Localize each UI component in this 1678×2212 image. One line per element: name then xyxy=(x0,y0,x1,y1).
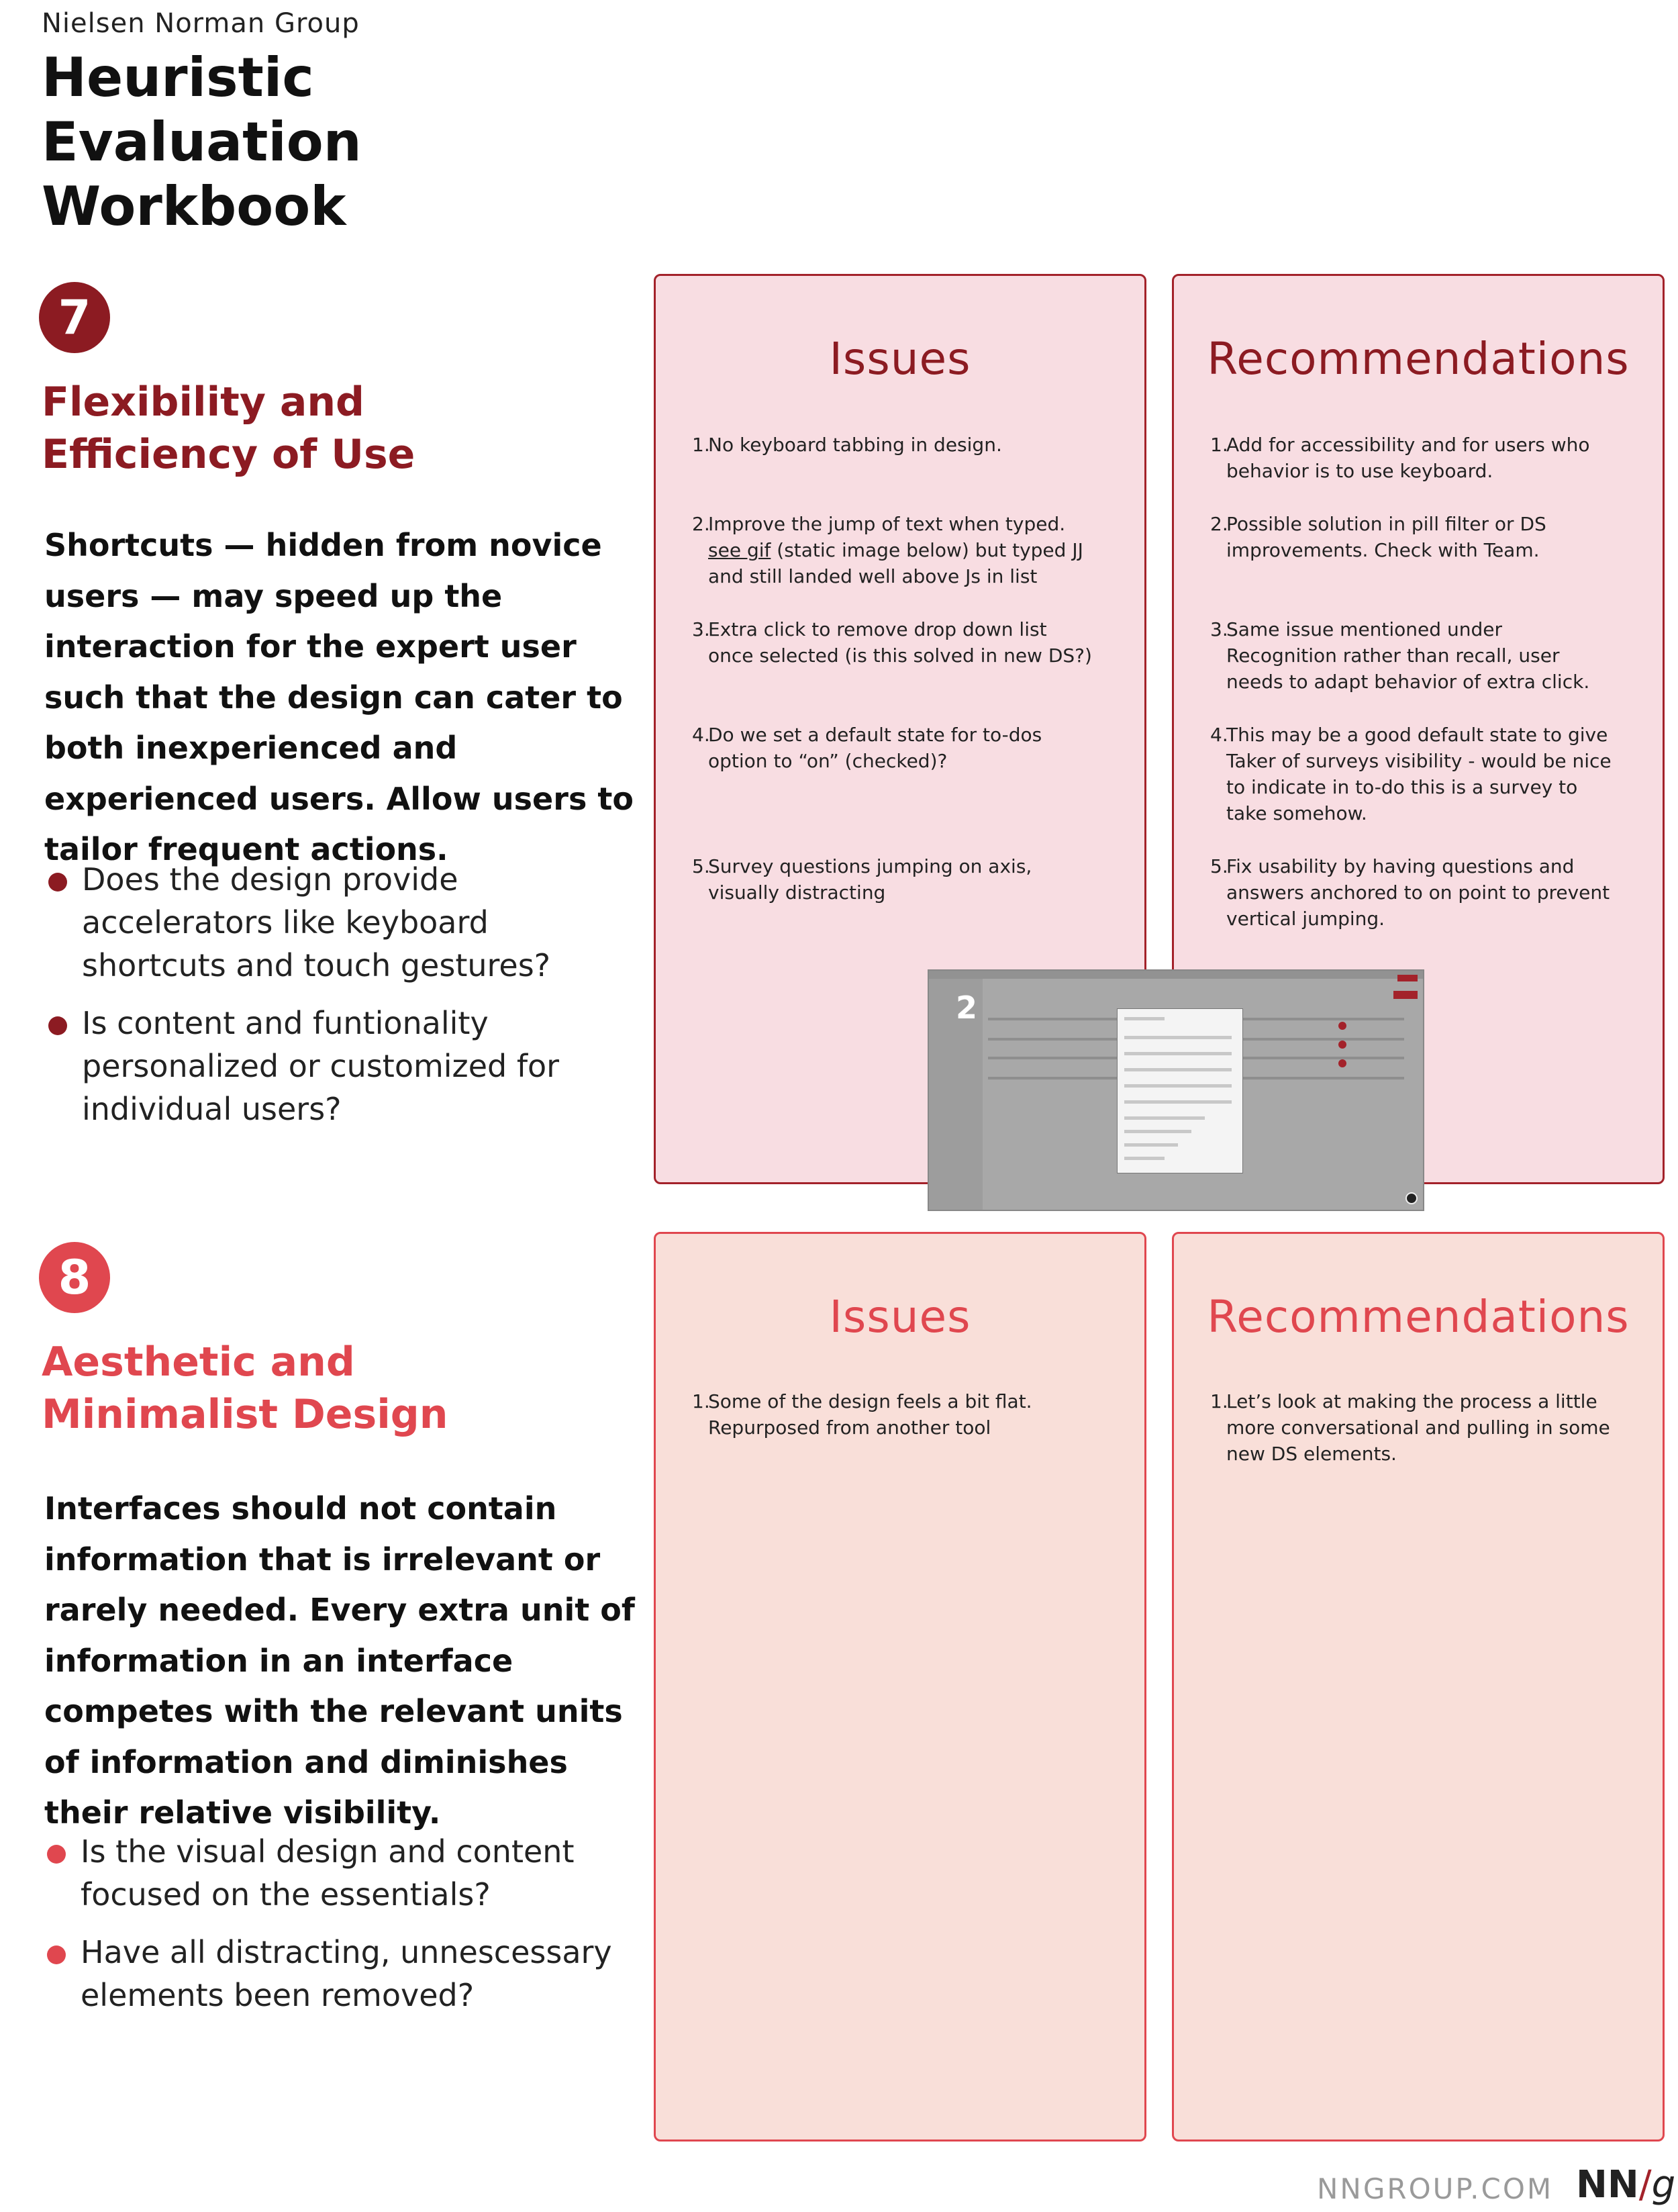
heuristic-7-badge: 7 xyxy=(39,282,110,353)
screenshot-status-icon xyxy=(1338,1059,1346,1067)
heuristic-7-questions xyxy=(44,858,635,1145)
issue-number: 5. xyxy=(692,855,710,877)
recommendation-item xyxy=(1210,853,1616,932)
modal-line xyxy=(1124,1052,1232,1055)
modal-line xyxy=(1124,1084,1232,1088)
screenshot-topbar xyxy=(929,971,1423,979)
issue-number: 3. xyxy=(692,618,710,640)
question-item xyxy=(44,1002,635,1131)
screenshot-top-button xyxy=(1397,975,1418,981)
recommendation-text: This may be a good default state to give Taker of surveys visibility - would be nice to indicate in to-do this is a survey to take somehow. xyxy=(1226,724,1612,824)
modal-line xyxy=(1124,1130,1191,1133)
heuristic-8-title-line-2: Minimalist Design xyxy=(42,1391,448,1438)
embedded-screenshot[interactable] xyxy=(928,969,1424,1211)
screenshot-status-icon xyxy=(1338,1022,1346,1030)
heuristic-7-description: Shortcuts — hidden from novice users — may speed up the interaction for the expert user such that the design can cater to both inexperienced and experienced users. Allow users to tailor frequent actions. xyxy=(44,527,634,867)
heuristic-7-title-line-2: Efficiency of Use xyxy=(42,431,415,478)
heuristic-8-issues-panel xyxy=(654,1232,1146,2142)
recommendation-item xyxy=(1210,616,1616,695)
heuristic-8-title-line-1: Aesthetic and xyxy=(42,1339,355,1386)
recommendations-title: Recommendations xyxy=(1207,333,1630,385)
screenshot-modal xyxy=(1117,1008,1243,1173)
issue-item xyxy=(692,616,1097,669)
recommendation-item xyxy=(1210,432,1616,484)
issue-text: Survey questions jumping on axis, visually distracting xyxy=(708,855,1032,904)
issue-text: Some of the design feels a bit flat. Repurposed from another tool xyxy=(708,1390,1032,1439)
heuristic-7-title xyxy=(42,376,619,481)
question-item xyxy=(44,858,635,987)
modal-line xyxy=(1124,1068,1232,1071)
logo-nn: NN xyxy=(1576,2163,1639,2207)
screenshot-step-badge: 2 xyxy=(956,990,978,1026)
modal-line xyxy=(1124,1116,1205,1120)
bullet-dot-icon xyxy=(47,1945,66,1964)
org-name: Nielsen Norman Group xyxy=(42,8,360,39)
recommendation-number: 3. xyxy=(1210,618,1228,640)
logo-slash: / xyxy=(1638,2163,1652,2207)
title-line-1: Heuristic Evaluation xyxy=(42,46,362,173)
heuristic-8-description: Interfaces should not contain information that is irrelevant or rarely needed. Every extra unit of information in an interface competes with the relevant units of information and diminishes their relative visibility. xyxy=(44,1490,635,1831)
recommendation-number: 1. xyxy=(1210,434,1228,456)
issue-item xyxy=(692,853,1097,906)
heuristic-8-badge: 8 xyxy=(39,1242,110,1313)
bullet-dot-icon xyxy=(48,1016,67,1035)
recommendation-text: Same issue mentioned under Recognition rather than recall, user needs to adapt behavior of extra click. xyxy=(1226,618,1590,693)
see-gif-link[interactable]: see gif xyxy=(708,539,771,561)
issue-number: 2. xyxy=(692,513,710,535)
screenshot-action-button xyxy=(1393,991,1418,999)
recommendation-item xyxy=(1210,722,1616,826)
question-text: Have all distracting, unnescessary elements been removed? xyxy=(81,1934,612,2013)
heuristic-8-recommendations-panel xyxy=(1172,1232,1665,2142)
issue-text: Extra click to remove drop down list once selected (is this solved in new DS?) xyxy=(708,618,1092,667)
issue-number: 1. xyxy=(692,434,710,456)
question-item xyxy=(43,1931,634,2017)
question-text: Is the visual design and content focused on the essentials? xyxy=(81,1833,575,1913)
issue-text: (static image below) but typed JJ and still landed well above Js in list xyxy=(708,539,1083,587)
issues-title: Issues xyxy=(829,333,971,385)
question-text: Does the design provide accelerators like keyboard shortcuts and touch gestures? xyxy=(82,861,551,983)
title-line-2: Workbook xyxy=(42,175,346,238)
recommendation-number: 4. xyxy=(1210,724,1228,746)
issue-item xyxy=(692,511,1097,589)
modal-line xyxy=(1124,1143,1178,1147)
recommendation-number: 5. xyxy=(1210,855,1228,877)
recommendation-text: Fix usability by having questions and answers anchored to on point to prevent vertical jumping. xyxy=(1226,855,1610,930)
issue-item xyxy=(692,1388,1097,1441)
heuristic-8-questions xyxy=(43,1830,634,2031)
recommendations-title: Recommendations xyxy=(1207,1291,1630,1343)
recommendation-number: 1. xyxy=(1210,1390,1228,1412)
issue-text: Improve the jump of text when typed. xyxy=(708,513,1066,535)
screenshot-status-icon xyxy=(1338,1041,1346,1049)
issue-text: Do we set a default state for to-dos option to “on” (checked)? xyxy=(708,724,1042,772)
play-icon[interactable] xyxy=(1405,1192,1418,1204)
recommendation-text: Possible solution in pill filter or DS improvements. Check with Team. xyxy=(1226,513,1546,561)
heuristic-7-title-line-1: Flexibility and xyxy=(42,379,364,426)
issue-text: No keyboard tabbing in design. xyxy=(708,434,1002,456)
heuristic-8-title xyxy=(42,1336,619,1441)
recommendation-item xyxy=(1210,1388,1616,1467)
modal-line xyxy=(1124,1036,1232,1039)
logo-g: g xyxy=(1651,2163,1676,2207)
modal-line xyxy=(1124,1157,1165,1160)
recommendation-text: Add for accessibility and for users who behavior is to use keyboard. xyxy=(1226,434,1590,482)
page-title xyxy=(42,46,646,239)
issue-item xyxy=(692,432,1097,458)
issues-title: Issues xyxy=(829,1291,971,1343)
recommendation-number: 2. xyxy=(1210,513,1228,535)
question-text: Is content and funtionality personalized or customized for individual users? xyxy=(82,1005,560,1127)
recommendation-item xyxy=(1210,511,1616,563)
bullet-dot-icon xyxy=(48,873,67,892)
issue-number: 1. xyxy=(692,1390,710,1412)
recommendation-text: Let’s look at making the process a little more conversational and pulling in some new DS elements. xyxy=(1226,1390,1610,1465)
footer-url[interactable]: NNGROUP.COM xyxy=(1317,2172,1554,2205)
nng-logo xyxy=(1576,2163,1675,2207)
issue-number: 4. xyxy=(692,724,710,746)
bullet-dot-icon xyxy=(47,1845,66,1864)
issue-item xyxy=(692,722,1097,774)
question-item xyxy=(43,1830,634,1916)
modal-line xyxy=(1124,1017,1165,1020)
modal-line xyxy=(1124,1100,1232,1104)
